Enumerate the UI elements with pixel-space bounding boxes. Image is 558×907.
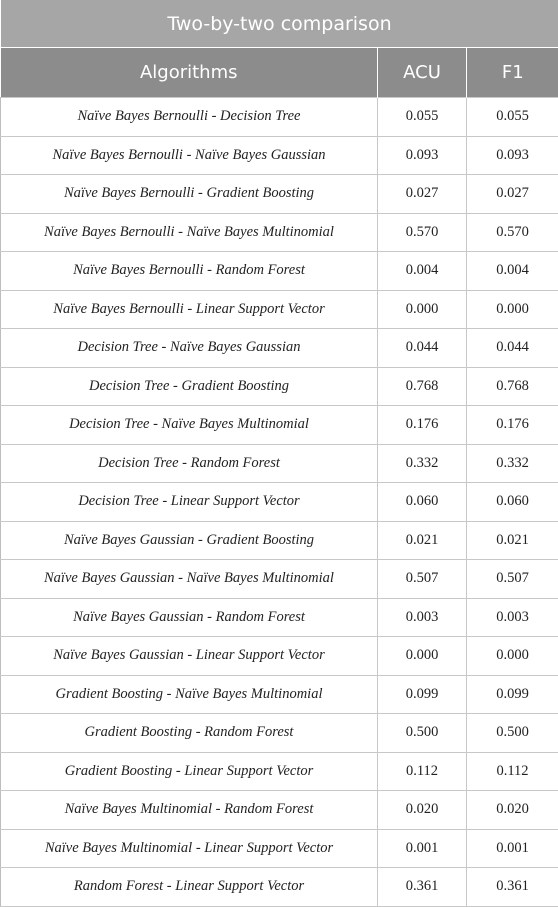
algorithm-pair-cell: Gradient Boosting - Linear Support Vector (1, 752, 378, 791)
f1-value-cell: 0.027 (467, 175, 558, 214)
acu-value-cell: 0.500 (378, 714, 467, 753)
f1-value-cell: 0.112 (467, 752, 558, 791)
f1-value-cell: 0.361 (467, 868, 558, 907)
table-caption-row (1, 0, 558, 48)
table-caption: Two-by-two comparison (1, 0, 558, 48)
algorithm-pair-cell: Decision Tree - Naïve Bayes Multinomial (1, 406, 378, 445)
column-header-acu: ACU (378, 48, 467, 98)
f1-value-cell: 0.099 (467, 675, 558, 714)
f1-value-cell: 0.001 (467, 829, 558, 868)
table-row (1, 560, 558, 599)
algorithm-pair-cell: Naïve Bayes Gaussian - Naïve Bayes Multinomial (1, 560, 378, 599)
f1-value-cell: 0.500 (467, 714, 558, 753)
algorithm-pair-cell: Decision Tree - Random Forest (1, 444, 378, 483)
algorithm-pair-cell: Naïve Bayes Bernoulli - Random Forest (1, 252, 378, 291)
acu-value-cell: 0.768 (378, 367, 467, 406)
algorithm-pair-cell: Naïve Bayes Multinomial - Linear Support Vector (1, 829, 378, 868)
table-body (1, 98, 558, 907)
acu-value-cell: 0.001 (378, 829, 467, 868)
acu-value-cell: 0.176 (378, 406, 467, 445)
acu-value-cell: 0.093 (378, 136, 467, 175)
acu-value-cell: 0.112 (378, 752, 467, 791)
table-header-row (1, 48, 558, 98)
acu-value-cell: 0.020 (378, 791, 467, 830)
algorithm-pair-cell: Naïve Bayes Gaussian - Random Forest (1, 598, 378, 637)
f1-value-cell: 0.570 (467, 213, 558, 252)
acu-value-cell: 0.027 (378, 175, 467, 214)
algorithm-pair-cell: Naïve Bayes Bernoulli - Naïve Bayes Gaussian (1, 136, 378, 175)
f1-value-cell: 0.020 (467, 791, 558, 830)
algorithm-pair-cell: Decision Tree - Naïve Bayes Gaussian (1, 329, 378, 368)
table-row (1, 868, 558, 907)
f1-value-cell: 0.060 (467, 483, 558, 522)
table-row (1, 406, 558, 445)
f1-value-cell: 0.000 (467, 637, 558, 676)
acu-value-cell: 0.332 (378, 444, 467, 483)
acu-value-cell: 0.055 (378, 98, 467, 137)
algorithm-pair-cell: Naïve Bayes Bernoulli - Naïve Bayes Multinomial (1, 213, 378, 252)
algorithm-pair-cell: Random Forest - Linear Support Vector (1, 868, 378, 907)
column-header-f1: F1 (467, 48, 558, 98)
acu-value-cell: 0.060 (378, 483, 467, 522)
table-row (1, 521, 558, 560)
table-row (1, 252, 558, 291)
table-row (1, 752, 558, 791)
f1-value-cell: 0.004 (467, 252, 558, 291)
acu-value-cell: 0.021 (378, 521, 467, 560)
acu-value-cell: 0.000 (378, 637, 467, 676)
table-row (1, 290, 558, 329)
table-row (1, 791, 558, 830)
f1-value-cell: 0.332 (467, 444, 558, 483)
algorithm-pair-cell: Naïve Bayes Bernoulli - Decision Tree (1, 98, 378, 137)
acu-value-cell: 0.507 (378, 560, 467, 599)
table-row (1, 367, 558, 406)
f1-value-cell: 0.055 (467, 98, 558, 137)
algorithm-pair-cell: Gradient Boosting - Random Forest (1, 714, 378, 753)
table-row (1, 637, 558, 676)
f1-value-cell: 0.021 (467, 521, 558, 560)
acu-value-cell: 0.099 (378, 675, 467, 714)
algorithm-pair-cell: Decision Tree - Linear Support Vector (1, 483, 378, 522)
table-row (1, 175, 558, 214)
algorithm-pair-cell: Naïve Bayes Gaussian - Gradient Boosting (1, 521, 378, 560)
algorithm-pair-cell: Naïve Bayes Bernoulli - Linear Support Vector (1, 290, 378, 329)
f1-value-cell: 0.768 (467, 367, 558, 406)
acu-value-cell: 0.361 (378, 868, 467, 907)
acu-value-cell: 0.570 (378, 213, 467, 252)
table-row (1, 213, 558, 252)
table-row (1, 136, 558, 175)
f1-value-cell: 0.003 (467, 598, 558, 637)
f1-value-cell: 0.000 (467, 290, 558, 329)
column-header-algorithms: Algorithms (1, 48, 378, 98)
acu-value-cell: 0.004 (378, 252, 467, 291)
f1-value-cell: 0.093 (467, 136, 558, 175)
f1-value-cell: 0.507 (467, 560, 558, 599)
acu-value-cell: 0.003 (378, 598, 467, 637)
table-row (1, 675, 558, 714)
algorithm-pair-cell: Naïve Bayes Multinomial - Random Forest (1, 791, 378, 830)
table-row (1, 444, 558, 483)
acu-value-cell: 0.000 (378, 290, 467, 329)
table-row (1, 329, 558, 368)
f1-value-cell: 0.176 (467, 406, 558, 445)
table-row (1, 483, 558, 522)
algorithm-pair-cell: Gradient Boosting - Naïve Bayes Multinomial (1, 675, 378, 714)
table-row (1, 829, 558, 868)
table-row (1, 98, 558, 137)
acu-value-cell: 0.044 (378, 329, 467, 368)
algorithm-pair-cell: Naïve Bayes Bernoulli - Gradient Boosting (1, 175, 378, 214)
algorithm-pair-cell: Decision Tree - Gradient Boosting (1, 367, 378, 406)
f1-value-cell: 0.044 (467, 329, 558, 368)
table-row (1, 714, 558, 753)
table-row (1, 598, 558, 637)
algorithm-pair-cell: Naïve Bayes Gaussian - Linear Support Vector (1, 637, 378, 676)
